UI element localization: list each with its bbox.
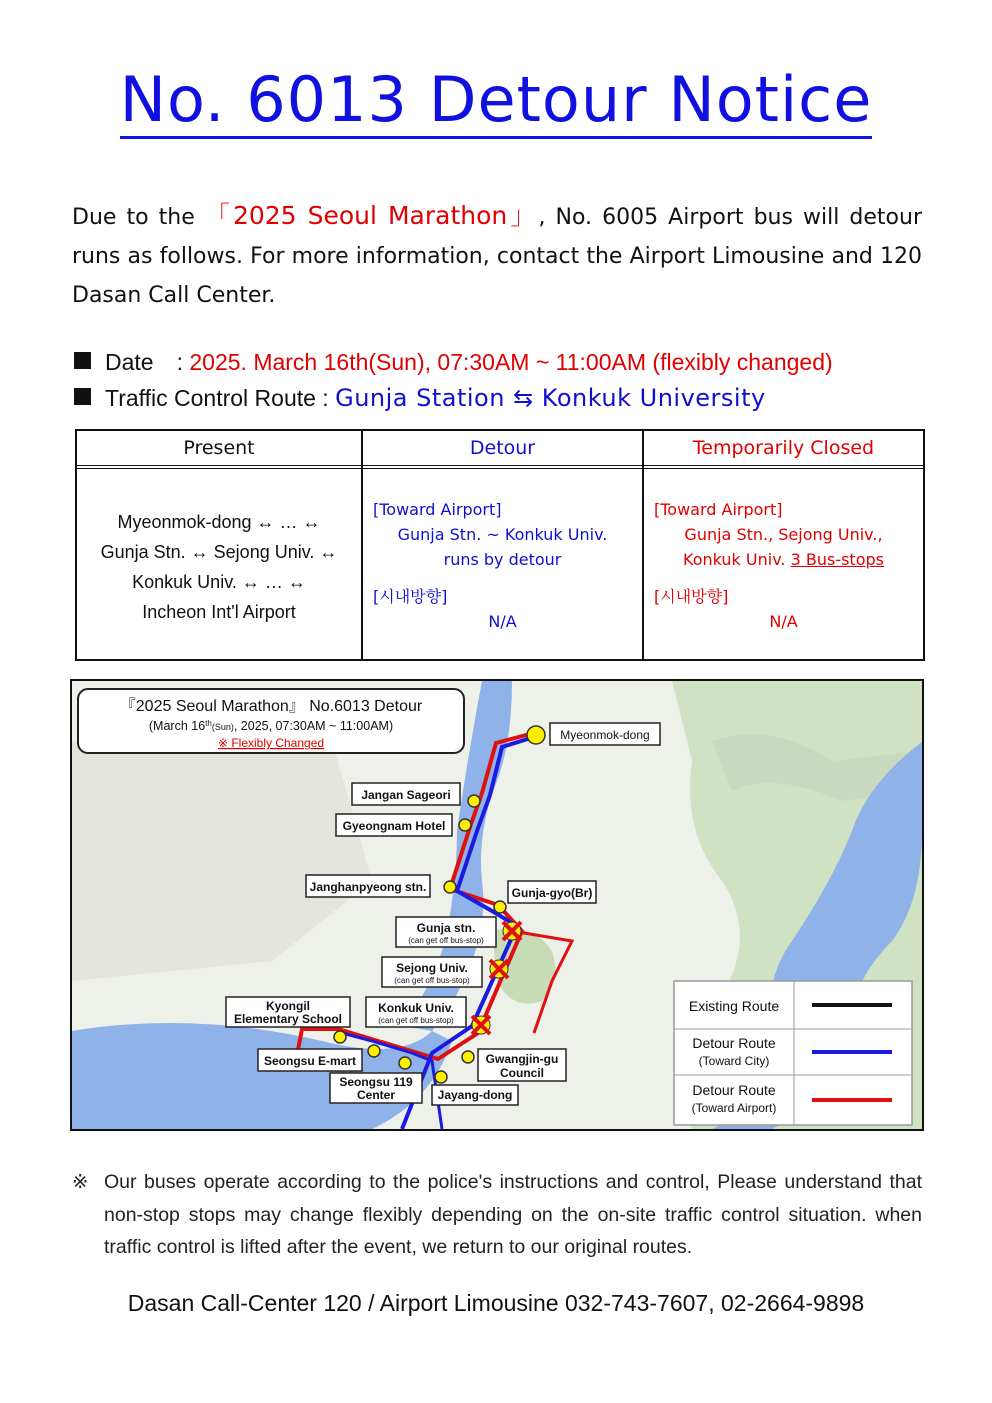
label-kyongil-2: Elementary School — [233, 1012, 343, 1026]
intro-paragraph: Due to the 「2025 Seoul Marathon」, No. 6005 Airport bus will detour runs as follows. For more information, contact the Airport Limousine and 120 Dasan Call Center. — [72, 201, 923, 308]
closed-stop-konkuk-icon — [472, 1016, 490, 1034]
closed-stop-sejong-icon — [490, 960, 508, 978]
stop-119center — [399, 1057, 411, 1069]
stop-gyeongnam — [459, 819, 471, 831]
map-legend — [674, 981, 912, 1125]
label-myeonmok: Myeonmok-dong — [560, 728, 650, 742]
map-title: 『2025 Seoul Marathon』 No.6013 Detour — [119, 698, 423, 715]
closed-body: [Toward Airport] Gunja Stn., Sejong Univ., Konkuk Univ. 3 Bus-stops [시내방향] N/A — [654, 500, 884, 631]
legend-city-2: (Toward City) — [698, 1054, 770, 1068]
date-value: 2025. March 16th(Sun), 07:30AM ~ 11:00AM (flexibly changed) — [189, 349, 833, 375]
label-kyongil-1: Kyongil — [266, 999, 310, 1013]
label-konkuk: Konkuk Univ. — [378, 1001, 454, 1015]
stop-jangan — [468, 795, 480, 807]
detour-map — [70, 679, 924, 1131]
map-flex-note: ※ Flexibly Changed — [217, 736, 325, 750]
notice-notes: ※ Our buses operate according to the police's instructions and control, Please understand that non-stop stops may change flexibly depending on the on-site traffic control situation. when traffic control is lifted after the event, we return to our original routes. — [72, 1171, 922, 1258]
traffic-control-line: Traffic Control Route : Gunja Station ⇆ Konkuk University — [74, 384, 766, 412]
label-jayang: Jayang-dong — [437, 1088, 513, 1102]
label-gunjagyo: Gunja-gyo(Br) — [511, 886, 593, 900]
present-column — [77, 431, 361, 659]
bullet-square-icon — [74, 352, 91, 369]
route-table — [75, 429, 925, 661]
page-title: No. 6013 Detour Notice — [0, 62, 992, 138]
date-line: Date : 2025. March 16th(Sun), 07:30AM ~ 11:00AM (flexibly changed) — [74, 344, 833, 377]
label-119center-2: Center — [356, 1088, 396, 1102]
stop-gwangjin — [462, 1051, 474, 1063]
map-subtitle: (March $16th_{(Sun)}$, 2025, 07:30AM ~ 11:00AM) — [148, 719, 394, 733]
stop-janghan — [444, 881, 456, 893]
stop-emart — [368, 1045, 380, 1057]
map-canvas — [72, 681, 922, 1129]
map-title-box — [78, 689, 464, 753]
present-body: Myeonmok-dong ↔ … ↔ Gunja Stn. ↔ Sejong Univ. ↔ Konkuk Univ. ↔ … ↔ Incheon Int'l Airport — [100, 512, 338, 622]
stop-myeonmok — [527, 726, 545, 744]
legend-airport-1: Detour Route — [692, 1082, 776, 1098]
present-header: Present — [77, 431, 361, 469]
label-gunja-note: (can get off bus-stop) — [408, 936, 484, 945]
label-gwangjin-1: Gwangjin-gu — [485, 1052, 559, 1066]
closed-header: Temporarily Closed — [644, 431, 923, 469]
event-name: 「2025 Seoul Marathon」 — [204, 201, 539, 230]
traffic-route-value: Gunja Station ⇆ Konkuk University — [335, 384, 766, 412]
label-gwangjin-2: Council — [500, 1066, 544, 1080]
legend-airport-2: (Toward Airport) — [691, 1101, 777, 1115]
detour-column — [361, 431, 644, 659]
label-gunja: Gunja stn. — [416, 921, 476, 935]
stop-jayang — [435, 1071, 447, 1083]
label-sejong: Sejong Univ. — [396, 961, 468, 975]
detour-header: Detour — [363, 431, 642, 469]
label-gyeongnam: Gyeongnam Hotel — [342, 819, 446, 833]
stop-gunjagyo — [494, 901, 506, 913]
closed-column — [644, 431, 923, 659]
contact-info: Dasan Call-Center 120 / Airport Limousine 032-743-7607, 02-2664-9898 — [127, 1290, 865, 1316]
label-sejong-note: (can get off bus-stop) — [394, 976, 470, 985]
label-119center-1: Seongsu 119 — [339, 1075, 413, 1089]
label-jangan: Jangan Sageori — [361, 788, 451, 802]
closed-stop-gunja-icon — [503, 922, 521, 940]
bullet-square-icon — [74, 388, 91, 405]
stop-kyongil — [334, 1031, 346, 1043]
label-emart: Seongsu E-mart — [263, 1054, 357, 1068]
detour-body: [Toward Airport] Gunja Stn. ~ Konkuk Univ. runs by detour [시내방향] N/A — [373, 500, 608, 631]
label-janghan: Janghanpyeong stn. — [309, 880, 427, 894]
legend-existing: Existing Route — [688, 998, 780, 1014]
legend-city-1: Detour Route — [692, 1035, 776, 1051]
label-konkuk-note: (can get off bus-stop) — [378, 1016, 454, 1025]
